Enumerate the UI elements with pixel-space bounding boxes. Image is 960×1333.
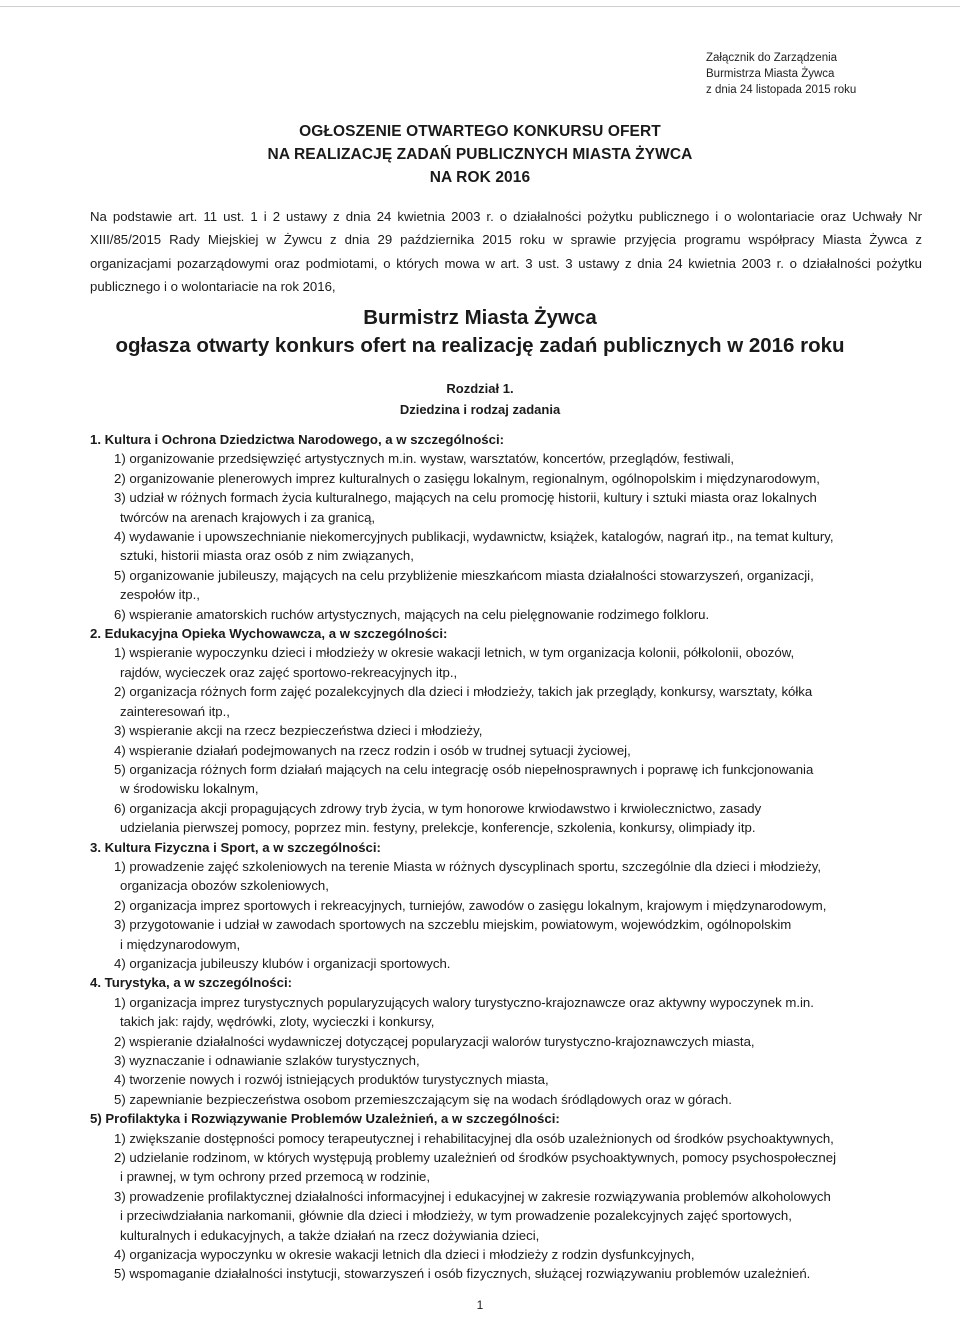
list-item-text: 2) organizacja imprez sportowych i rekreacyjnych, turniejów, zawodów o zasięgu lokalnym, krajowym i międzynarodowym,: [114, 897, 827, 913]
list-item-text: 1) organizacja imprez turystycznych popularyzujących walory turystyczno-krajoznawcze oraz aktywny wypoczynek m.in.: [114, 994, 814, 1010]
document-title: [0, 120, 960, 189]
list-item-continuation: takich jak: rajdy, wędrówki, zloty, wycieczki i konkursy,: [120, 1014, 435, 1030]
list-item-continuation: sztuki, historii miasta oraz osób z nim związanych,: [120, 548, 414, 564]
title-line-3: NA ROK 2016: [429, 169, 531, 186]
list-item: [90, 721, 926, 740]
list-item: [90, 857, 926, 896]
list-item-continuation: i przeciwdziałania narkomanii, głównie dla dzieci i młodzieży, w tym prowadzenie pozalekcyjnych zajęć sportowych,: [120, 1208, 792, 1224]
list-item: [90, 682, 926, 721]
list-item: [90, 1090, 926, 1109]
list-item-text: 1) zwiększanie dostępności pomocy terapeutycznej i rehabilitacyjnej dla osób uzależnionych od środków psychoaktywnych,: [114, 1130, 834, 1146]
list-item-continuation: organizacja obozów szkoleniowych,: [120, 878, 329, 894]
list-item-text: 5) organizacja różnych form działań mających na celu integrację osób niepełnosprawnych i poprawę ich funkcjonowania: [114, 761, 814, 777]
list-item-text: 6) organizacja akcji propagujących zdrowy tryb życia, w tym honorowe krwiodawstwo i krwiolecznictwo, zasady: [114, 800, 762, 816]
chapter-title: Dziedzina i rodzaj zadania: [399, 402, 561, 417]
list-item-text: 3) udział w różnych formach życia kulturalnego, mających na celu promocję historii, kultury i sztuki miasta oraz lokalnych: [114, 490, 817, 506]
list-item-continuation: rajdów, wycieczek oraz zajęć sportowo-rekreacyjnych itp.,: [120, 664, 458, 680]
chapter-number: Rozdział 1.: [446, 381, 514, 396]
page-number: 1: [476, 1298, 484, 1312]
list-item: [90, 1051, 926, 1070]
scan-top-rule: [0, 6, 960, 7]
list-item: [90, 1129, 926, 1148]
list-item-text: 4) wydawanie i upowszechnianie niekomercyjnych publikacji, wydawnictw, książek, katalogów, nagrań itp., na temat kultury,: [114, 529, 834, 545]
list-item: [90, 527, 926, 566]
list-item: [90, 760, 926, 799]
list-item-text: 1) wspieranie wypoczynku dzieci i młodzieży w okresie wakacji letnich, w tym organizacja kolonii, półkolonii, obozów,: [114, 645, 795, 661]
section-heading: 5) Profilaktyka i Rozwiązywanie Problemów Uzależnień, a w szczególności:: [90, 1111, 560, 1127]
section-heading: 2. Edukacyjna Opieka Wychowawcza, a w szczególności:: [90, 626, 448, 642]
list-item: [90, 1148, 926, 1187]
list-item: [90, 488, 926, 527]
list-item-text: 2) organizacja różnych form zajęć pozalekcyjnych dla dzieci i młodzieży, takich jak przeglądy, konkursy, warsztaty, kółka: [114, 684, 813, 700]
list-item-text: 3) wyznaczanie i odnawianie szlaków turystycznych,: [114, 1053, 420, 1068]
list-item: [90, 799, 926, 838]
list-item: [90, 566, 926, 605]
list-item-text: 4) organizacja jubileuszy klubów i organizacji sportowych.: [114, 955, 451, 971]
announcement-line-2: ogłasza otwarty konkurs ofert na realizację zadań publicznych w 2016 roku: [115, 334, 845, 357]
list-item-text: 5) organizowanie jubileuszy, mających na celu przybliżenie mieszkańcom miasta działalności stowarzyszeń, organizacji,: [114, 567, 814, 583]
announcement-heading: [0, 304, 960, 360]
list-item: [90, 915, 926, 954]
task-areas-list: [90, 430, 926, 1284]
list-item-continuation: w środowisku lokalnym,: [120, 781, 259, 797]
announcement-line-1: Burmistrz Miasta Żywca: [363, 306, 597, 329]
list-item-text: 4) wspieranie działań podejmowanych na rzecz rodzin i osób w trudnej sytuacji życiowej,: [114, 742, 631, 758]
list-item-continuation: kulturalnych i edukacyjnych, a także działań na rzecz dożywiania dzieci,: [120, 1227, 540, 1243]
list-item-text: 3) przygotowanie i udział w zawodach sportowych na szczeblu miejskim, powiatowym, wojewódzkim, ogólnopolskim: [114, 917, 792, 933]
list-item-text: 4) tworzenie nowych i rozwój istniejących produktów turystycznych miasta,: [114, 1072, 549, 1088]
list-item: [90, 643, 926, 682]
annex-note: [706, 50, 946, 98]
list-item-continuation: zainteresowań itp.,: [120, 703, 230, 719]
list-item: [90, 605, 926, 624]
list-item-text: 5) wspomaganie działalności instytucji, stowarzyszeń i osób fizycznych, służącej rozwiązywaniu problemów uzależnień.: [114, 1266, 811, 1282]
section-heading: 1. Kultura i Ochrona Dziedzictwa Narodowego, a w szczególności:: [90, 432, 505, 447]
list-item-text: 3) wspieranie akcji na rzecz bezpieczeństwa dzieci i młodzieży,: [114, 723, 483, 739]
list-item-continuation: i międzynarodowym,: [120, 936, 241, 952]
list-item: [90, 449, 926, 468]
list-item: [90, 1070, 926, 1089]
title-line-2: NA REALIZACJĘ ZADAŃ PUBLICZNYCH MIASTA ŻYWCA: [267, 146, 693, 163]
annex-line-2: Burmistrza Miasta Żywca: [706, 68, 835, 80]
section-heading: 3. Kultura Fizyczna i Sport, a w szczególności:: [90, 839, 381, 855]
legal-basis-paragraph: Na podstawie art. 11 ust. 1 i 2 ustawy z dnia 24 kwietnia 2003 r. o działalności pożytku publicznego i o wolontariacie oraz Uchwały Nr XIII/85/2015 Rady Miejskiej w Żywcu z dnia 29 października 2015 roku w sprawie przyjęcia programu współpracy Miasta Żywca z organizacjami pozarządowymi oraz podmiotami, o których mowa w art. 3 ust. 3 ustawy z dnia 24 kwietnia 2003 r. o działalności pożytku publicznego i o wolontariacie na rok 2016,: [90, 209, 922, 294]
list-item-continuation: i prawnej, w tym ochrony przed przemocą w rodzinie,: [120, 1169, 431, 1185]
list-item-text: 2) udzielanie rodzinom, w których występują problemy uzależnień od środków psychoaktywnych, pomocy psychospołecznej: [114, 1150, 837, 1166]
section-heading: 4. Turystyka, a w szczególności:: [90, 975, 293, 991]
list-item-text: 1) prowadzenie zajęć szkoleniowych na terenie Miasta w różnych dyscyplinach sportu, szczególnie dla dzieci i młodzieży,: [114, 858, 822, 874]
list-item: [90, 993, 926, 1032]
list-item: [90, 469, 926, 488]
list-item-text: 4) organizacja wypoczynku w okresie wakacji letnich dla dzieci i młodzieży z rodzin dysfunkcyjnych,: [114, 1247, 695, 1263]
title-line-1: OGŁOSZENIE OTWARTEGO KONKURSU OFERT: [299, 123, 661, 140]
list-item: [90, 741, 926, 760]
list-item: [90, 1245, 926, 1264]
list-item-text: 2) wspieranie działalności wydawniczej dotyczącej popularyzacji walorów turystyczno-krajoznawczych miasta,: [114, 1033, 755, 1049]
annex-line-1: Załącznik do Zarządzenia: [706, 52, 838, 64]
list-item-continuation: twórców na arenach krajowych i za granicą,: [120, 509, 376, 525]
list-item-text: 5) zapewnianie bezpieczeństwa osobom przemieszczającym się na wodach śródlądowych oraz w górach.: [114, 1091, 732, 1107]
list-item-text: 1) organizowanie przedsięwzięć artystycznych m.in. wystaw, warsztatów, koncertów, przeglądów, festiwali,: [114, 451, 735, 467]
list-item: [90, 1032, 926, 1051]
list-item: [90, 1264, 926, 1283]
list-item-text: 2) organizowanie plenerowych imprez kulturalnych o zasięgu lokalnym, regionalnym, ogólnopolskim i międzynarodowym,: [114, 470, 820, 486]
chapter-heading: [0, 378, 960, 420]
list-item-continuation: zespołów itp.,: [120, 587, 200, 603]
list-item: [90, 896, 926, 915]
list-item: [90, 1187, 926, 1245]
list-item-text: 3) prowadzenie profilaktycznej działalności informacyjnej i edukacyjnej w zakresie rozwiązywania problemów alkoholowych: [114, 1188, 831, 1204]
annex-line-3: z dnia 24 listopada 2015 roku: [706, 84, 857, 96]
list-item-text: 6) wspieranie amatorskich ruchów artystycznych, mających na celu pielęgnowanie rodzimego folkloru.: [114, 606, 710, 622]
list-item: [90, 954, 926, 973]
list-item-continuation: udzielania pierwszej pomocy, poprzez min. festyny, prelekcje, konferencje, szkolenia, konkursy, olimpiady itp.: [120, 820, 756, 836]
